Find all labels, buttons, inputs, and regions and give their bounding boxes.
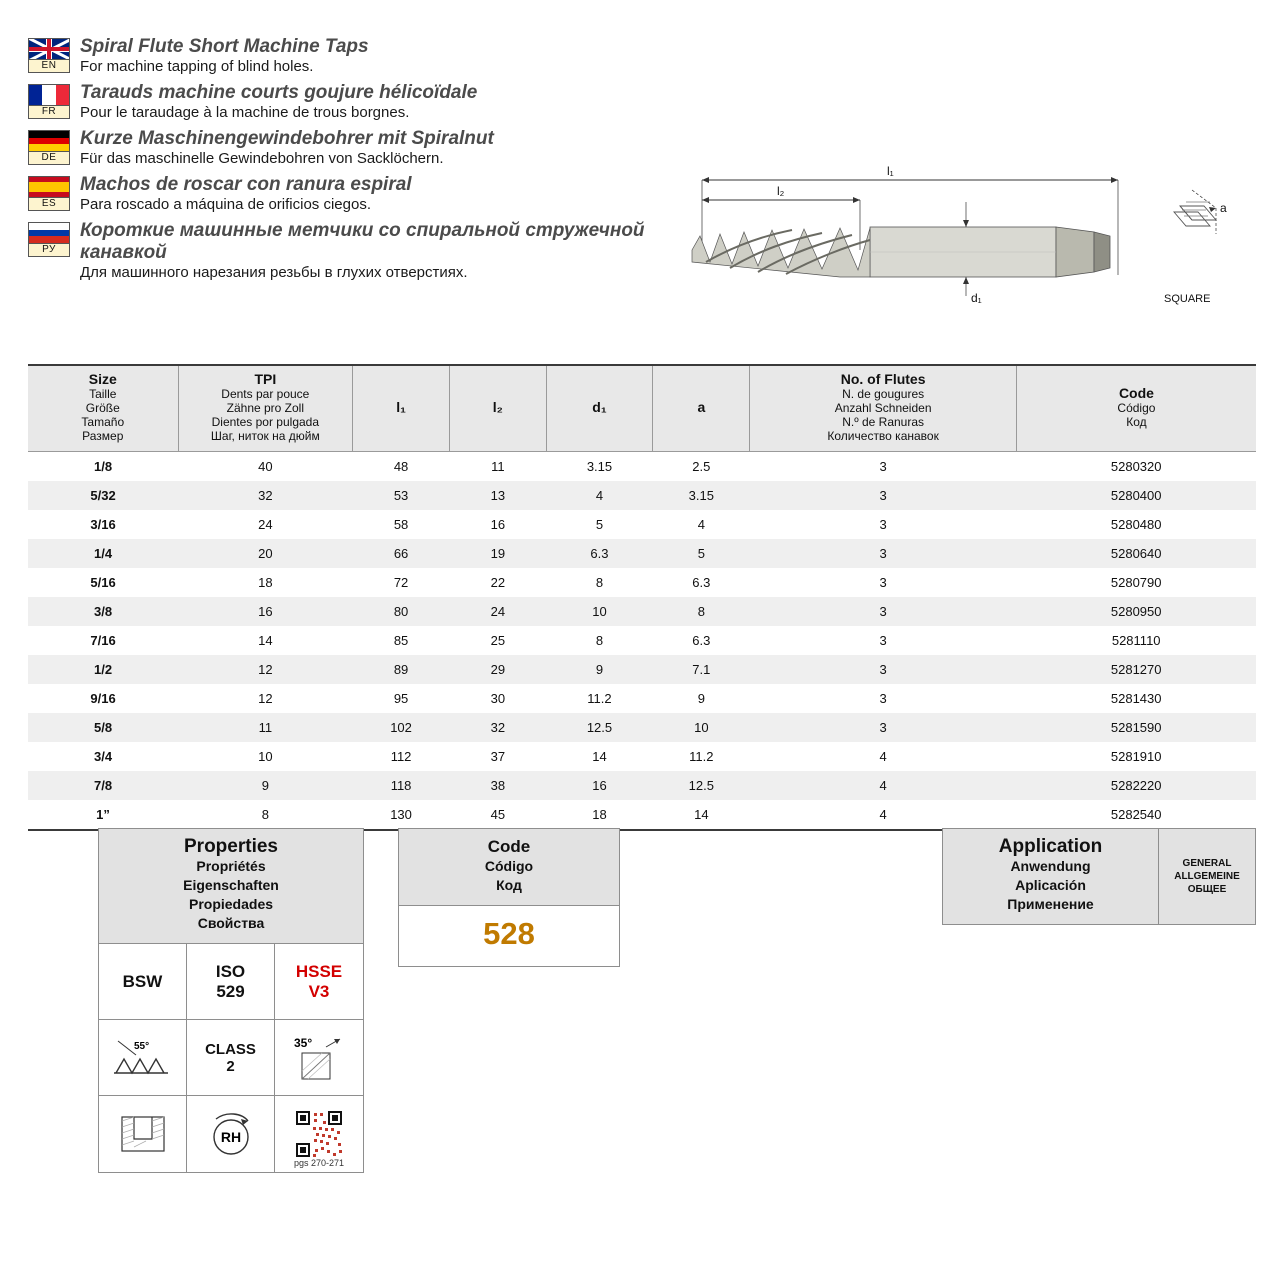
table-row: [28, 771, 1256, 800]
cell-tpi: 11: [178, 713, 353, 742]
cell-code: 5281910: [1110, 749, 1162, 764]
application-tag: GENERAL ALLGEMEINE ОБЩЕЕ: [1158, 829, 1255, 924]
cell-l2: 37: [490, 749, 506, 764]
product-subtitle-es: Para roscado a máquina de orificios ciegos.: [80, 196, 371, 213]
language-row-de: [28, 128, 668, 168]
right-hand-rotation-icon: [200, 1107, 262, 1161]
cell-flutes: 4: [879, 749, 887, 764]
thread-standard-label: BSW: [122, 971, 163, 991]
cell-l1: 58: [393, 517, 409, 532]
language-text-de: [80, 128, 668, 168]
language-text-en: [80, 36, 668, 76]
russia-flag-icon: [28, 222, 70, 244]
properties-title: Properties: [184, 836, 278, 857]
iso-standard-cell: [187, 944, 275, 1020]
cell-flutes: 4: [750, 800, 1017, 830]
cell-d1: 5: [595, 517, 604, 532]
product-title-en: Spiral Flute Short Machine Taps: [80, 36, 369, 57]
iso-standard-label: ISO: [215, 961, 246, 981]
table-row: [28, 684, 1256, 713]
product-subtitle-en: For machine tapping of blind holes.: [80, 58, 314, 75]
thread-standard-cell: [99, 944, 187, 1020]
language-text-es: [80, 174, 668, 214]
svg-text:35°: 35°: [294, 1035, 313, 1050]
table-row: [28, 510, 1256, 539]
cell-size: 9/16: [90, 691, 116, 706]
col-header-size: Size Taille Größe Tamaño Размер: [28, 365, 178, 452]
application-title: Application: [998, 836, 1103, 857]
language-code-de: DE: [28, 152, 70, 165]
tolerance-class-label: CLASS: [205, 1040, 256, 1058]
helix-angle-cell: [275, 1020, 363, 1096]
cell-size: 7/16: [90, 633, 116, 648]
cell-size: 5/8: [28, 713, 178, 742]
cell-d1: 8: [595, 633, 604, 648]
material-grade-version: V3: [308, 981, 330, 1001]
table-row: [28, 597, 1256, 626]
product-title-de: Kurze Maschinengewindebohrer mit Spiralnut: [80, 128, 494, 149]
language-code-ru: РУ: [28, 244, 70, 257]
cell-flutes: 4: [750, 771, 1017, 800]
table-row: [28, 626, 1256, 655]
blind-hole-cell: [99, 1096, 187, 1172]
language-code-fr: FR: [28, 106, 70, 119]
dim-label-d1: d₁: [971, 291, 982, 305]
language-row-en: [28, 36, 668, 76]
dim-label-l2: l₂: [777, 184, 785, 198]
cell-l2: 22: [490, 575, 506, 590]
cell-l1: 66: [353, 539, 450, 568]
cell-size: 1/8: [93, 459, 113, 474]
cell-l1: 130: [353, 800, 450, 830]
cell-flutes: 3: [879, 575, 887, 590]
product-title-ru: Короткие машинные метчики со спиральной стружечной канавкой: [80, 220, 645, 263]
cell-size: 3/8: [28, 597, 178, 626]
cell-tpi: 10: [258, 749, 273, 764]
language-text-ru: [80, 220, 668, 282]
cell-l2: 11: [491, 459, 505, 474]
properties-header: Properties Propriétés Eigenschaften Propiedades Свойства: [99, 829, 363, 944]
cell-l2: 19: [450, 539, 547, 568]
dim-label-a: a: [1220, 201, 1227, 215]
cell-d1: 6.3: [546, 539, 653, 568]
tolerance-class-cell: [187, 1020, 275, 1096]
spain-flag-icon: [28, 176, 70, 198]
cell-size: 7/8: [28, 771, 178, 800]
svg-text:55°: 55°: [133, 1040, 149, 1052]
cell-a: 12.5: [653, 771, 750, 800]
cell-tpi: 8: [178, 800, 353, 830]
specification-table: [28, 364, 1256, 831]
language-code-en: EN: [28, 60, 70, 73]
product-subtitle-de: Für das maschinelle Gewindebohren von Sacklöchern.: [80, 150, 444, 167]
cell-flutes: 3: [879, 517, 887, 532]
qr-code-icon: [294, 1109, 344, 1159]
cell-a: 7.1: [653, 655, 750, 684]
cell-size: 5/16: [90, 575, 116, 590]
col-header-a: a: [653, 365, 750, 452]
cell-tpi: 32: [178, 481, 353, 510]
cell-code: 5281110: [1111, 633, 1161, 648]
language-row-es: [28, 174, 668, 214]
language-row-fr: [28, 82, 668, 122]
col-header-tpi: TPI Dents par pouce Zähne pro Zoll Dientes por pulgada Шаг, ниток на дюйм: [178, 365, 353, 452]
cell-a: 9: [697, 691, 705, 706]
cell-flutes: 3: [750, 713, 1017, 742]
cell-a: 10: [653, 713, 750, 742]
cell-d1: 4: [546, 481, 653, 510]
flag-wrap-fr: [28, 82, 72, 119]
cell-flutes: 3: [750, 539, 1017, 568]
cell-d1: 14: [592, 749, 607, 764]
table-row: [28, 452, 1256, 482]
cell-size: 1/4: [28, 539, 178, 568]
application-box: [942, 828, 1256, 925]
cell-l2: 25: [490, 633, 506, 648]
cell-l2: 16: [490, 517, 506, 532]
right-hand-cell: [187, 1096, 275, 1172]
language-text-fr: [80, 82, 668, 122]
code-box-title: Code: [487, 837, 531, 856]
cell-tpi: 14: [258, 633, 273, 648]
cell-size: 1/2: [28, 655, 178, 684]
square-label: SQUARE: [1164, 293, 1211, 305]
col-header-code: Code Código Код: [1016, 365, 1256, 452]
cell-tpi: 12: [258, 691, 273, 706]
cell-flutes: 3: [879, 633, 887, 648]
cell-a: 3.15: [653, 481, 750, 510]
thread-angle-cell: [99, 1020, 187, 1096]
language-row-ru: [28, 220, 668, 282]
cell-a: 8: [653, 597, 750, 626]
cell-d1: 18: [546, 800, 653, 830]
col-header-l1: l₁: [353, 365, 450, 452]
cell-d1: 11.2: [587, 691, 612, 706]
cell-flutes: 3: [879, 459, 887, 474]
cell-code: 5281590: [1016, 713, 1256, 742]
cell-l2: 38: [450, 771, 547, 800]
cell-code: 5281430: [1110, 691, 1162, 706]
cell-l1: 118: [353, 771, 450, 800]
cell-code: 5280950: [1016, 597, 1256, 626]
cell-l1: 53: [353, 481, 450, 510]
code-box-value: 528: [399, 906, 619, 966]
iso-standard-number: 529: [216, 981, 245, 1001]
tolerance-class-value: 2: [226, 1057, 235, 1075]
cell-l2: 29: [450, 655, 547, 684]
cell-size: 1”: [28, 800, 178, 830]
technical-drawing: [680, 150, 1260, 340]
cell-code: 5280320: [1110, 459, 1162, 474]
cell-code: 5282540: [1016, 800, 1256, 830]
germany-flag-icon: [28, 130, 70, 152]
cell-flutes: 3: [750, 481, 1017, 510]
flag-wrap-es: [28, 174, 72, 211]
cell-tpi: 24: [258, 517, 273, 532]
cell-flutes: 3: [750, 655, 1017, 684]
material-grade-cell: [275, 944, 363, 1020]
table-header: [28, 365, 1256, 452]
table-row: [28, 742, 1256, 771]
cell-d1: 16: [546, 771, 653, 800]
cell-l2: 30: [490, 691, 506, 706]
cell-l2: 32: [450, 713, 547, 742]
code-box-header: Code Código Код: [399, 829, 619, 906]
helix-angle-icon: [286, 1033, 352, 1083]
cell-d1: 12.5: [546, 713, 653, 742]
table-row: [28, 568, 1256, 597]
table-row: [28, 481, 1256, 510]
cell-tpi: 12: [178, 655, 353, 684]
cell-l1: 112: [390, 749, 412, 764]
cell-l1: 48: [393, 459, 409, 474]
application-header: Application Anwendung Aplicación Применение: [998, 836, 1103, 912]
uk-flag-icon: [28, 38, 70, 60]
cell-code: 5281270: [1016, 655, 1256, 684]
cell-a: 6.3: [692, 575, 711, 590]
qr-code-caption: pgs 270-271: [293, 1158, 345, 1168]
flag-wrap-ru: [28, 220, 72, 257]
france-flag-icon: [28, 84, 70, 106]
cell-d1: 3.15: [586, 459, 613, 474]
cell-a: 4: [697, 517, 705, 532]
cell-d1: 10: [546, 597, 653, 626]
language-code-es: ES: [28, 198, 70, 211]
flag-wrap-de: [28, 128, 72, 165]
cell-code: 5280640: [1016, 539, 1256, 568]
cell-a: 2.5: [692, 459, 711, 474]
cell-d1: 9: [546, 655, 653, 684]
cell-a: 11.2: [689, 749, 714, 764]
cell-tpi: 40: [258, 459, 273, 474]
code-box: [398, 828, 620, 967]
col-header-d1: d₁: [546, 365, 653, 452]
cell-tpi: 20: [178, 539, 353, 568]
qr-code-cell: [275, 1096, 363, 1172]
cell-l2: 24: [450, 597, 547, 626]
col-header-l2: l₂: [450, 365, 547, 452]
dim-label-l1: l₁: [887, 164, 894, 178]
cell-l1: 80: [353, 597, 450, 626]
language-header-block: [28, 36, 668, 288]
cell-size: 3/4: [93, 749, 113, 764]
table-row: [28, 713, 1256, 742]
table-row: [28, 800, 1256, 830]
properties-box: [98, 828, 364, 1173]
cell-a: 14: [653, 800, 750, 830]
flag-wrap-en: [28, 36, 72, 73]
cell-l2: 45: [450, 800, 547, 830]
cell-l1: 102: [353, 713, 450, 742]
cell-l1: 72: [393, 575, 409, 590]
cell-l1: 95: [393, 691, 409, 706]
properties-grid: [99, 944, 363, 1172]
col-header-flutes: No. of Flutes N. de gougures Anzahl Schneiden N.º de Ranuras Количество канавок: [750, 365, 1017, 452]
cell-flutes: 3: [750, 597, 1017, 626]
cell-tpi: 18: [258, 575, 273, 590]
cell-l1: 89: [353, 655, 450, 684]
cell-flutes: 3: [879, 691, 887, 706]
table-row: [28, 539, 1256, 568]
cell-a: 6.3: [692, 633, 711, 648]
thread-angle-icon: [110, 1035, 176, 1081]
cell-code: 5280400: [1016, 481, 1256, 510]
product-subtitle-fr: Pour le taraudage à la machine de trous borgnes.: [80, 104, 410, 121]
cell-code: 5280790: [1110, 575, 1162, 590]
cell-l1: 85: [393, 633, 409, 648]
product-title-es: Machos de roscar con ranura espiral: [80, 174, 412, 195]
cell-l2: 13: [450, 481, 547, 510]
cell-tpi: 16: [178, 597, 353, 626]
table-row: [28, 655, 1256, 684]
cell-size: 3/16: [90, 517, 116, 532]
cell-d1: 8: [595, 575, 604, 590]
table-body: [28, 452, 1256, 831]
cell-size: 5/32: [28, 481, 178, 510]
product-subtitle-ru: Для машинного нарезания резьбы в глухих отверстиях.: [80, 264, 468, 281]
svg-text:RH: RH: [220, 1129, 241, 1145]
product-title-fr: Tarauds machine courts goujure hélicoïdale: [80, 82, 478, 103]
cell-code: 5282220: [1016, 771, 1256, 800]
material-grade-label: HSSE: [295, 961, 343, 981]
cell-tpi: 9: [178, 771, 353, 800]
cell-a: 5: [653, 539, 750, 568]
blind-hole-icon: [114, 1109, 172, 1159]
cell-code: 5280480: [1110, 517, 1162, 532]
